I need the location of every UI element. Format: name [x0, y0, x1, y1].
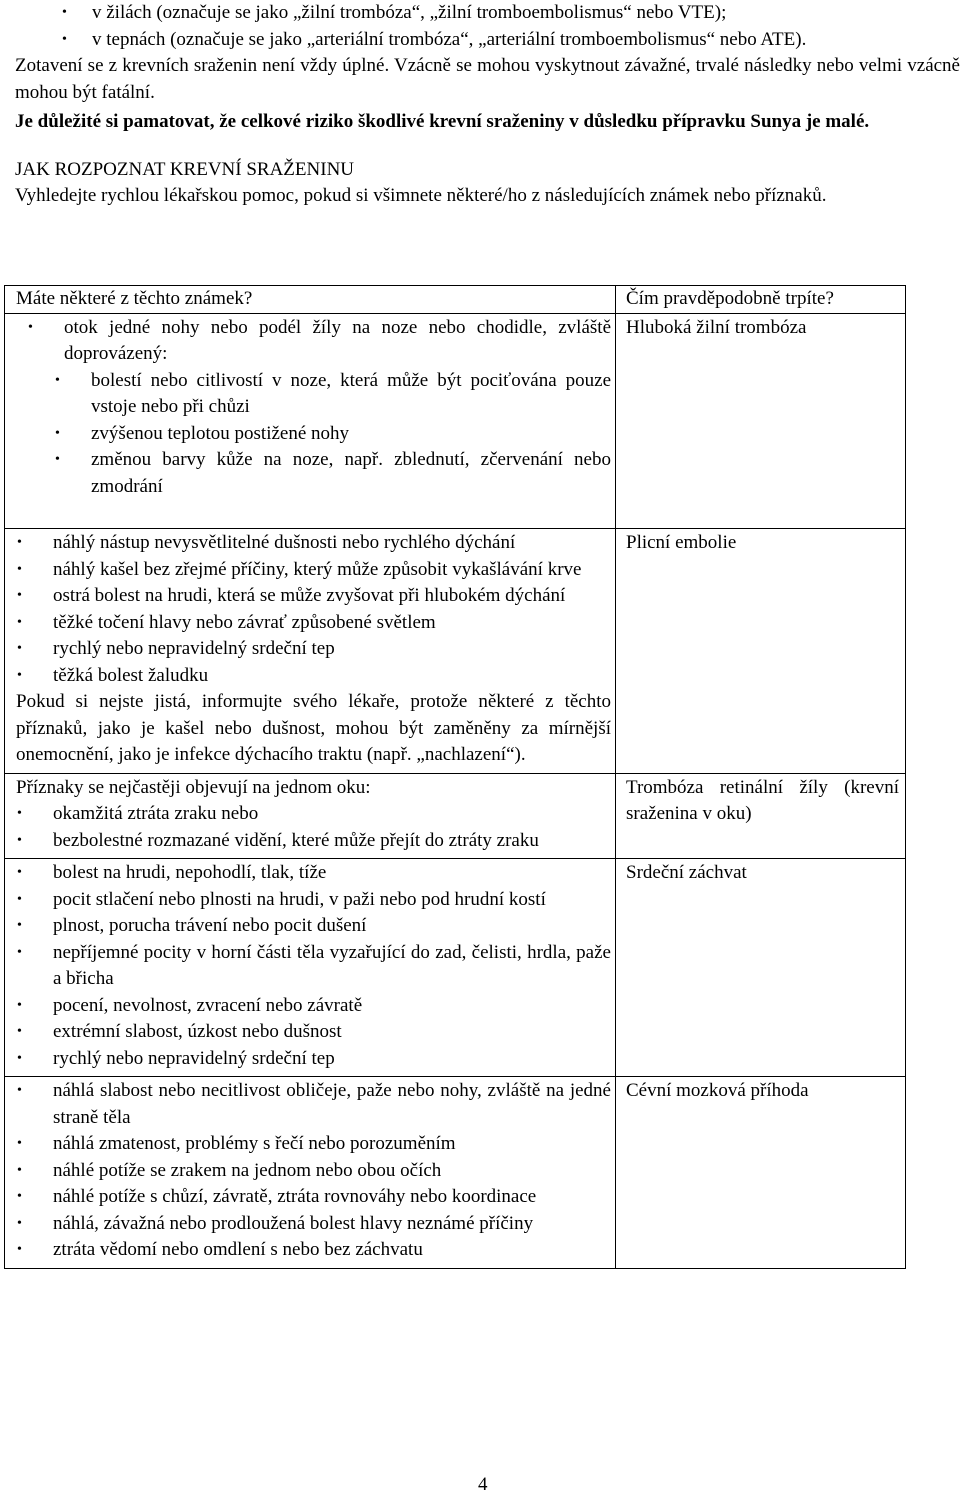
- list-item: • v žilách (označuje se jako „žilní trombóza“, „žilní tromboembolismus“ nebo VTE);: [15, 0, 960, 27]
- list-item: • bolest na hrudi, nepohodlí, tlak, tíže: [16, 860, 611, 887]
- list-item: • rychlý nebo nepravidelný srdeční tep: [16, 636, 611, 663]
- condition-cell: Plicní embolie: [616, 529, 906, 774]
- condition-cell: Hluboká žilní trombóza: [616, 313, 906, 529]
- condition-cell: Srdeční záchvat: [616, 859, 906, 1077]
- header-signs: Máte některé z těchto známek?: [5, 286, 616, 314]
- symptom-list: [16, 860, 611, 1072]
- table-row: [5, 859, 906, 1077]
- list-item: • náhlý nástup nevysvětlitelné dušnosti nebo rychlého dýchání: [16, 530, 611, 557]
- signs-cell: [5, 773, 616, 859]
- list-item: • změnou barvy kůže na noze, např. zblednutí, zčervenání nebo zmodrání: [54, 447, 611, 500]
- condition-cell: Cévní mozková příhoda: [616, 1077, 906, 1269]
- list-item: • náhlá, závažná nebo prodloužená bolest hlavy neznámé příčiny: [16, 1211, 611, 1238]
- list-item: • bezbolestné rozmazané vidění, které může přejít do ztráty zraku: [16, 828, 611, 855]
- list-item: • ztráta vědomí nebo omdlení s nebo bez záchvatu: [16, 1237, 611, 1264]
- sub-symptom-list: [54, 368, 611, 501]
- list-item: • v tepnách (označuje se jako „arteriální trombóza“, „arteriální tromboembolismus“ nebo ATE).: [15, 27, 960, 54]
- table-row: [5, 773, 906, 859]
- condition-cell: Trombóza retinální žíly (krevní sraženina v oku): [616, 773, 906, 859]
- list-item: • těžká bolest žaludku: [16, 663, 611, 690]
- table-header-row: [5, 286, 906, 314]
- list-item: • extrémní slabost, úzkost nebo dušnost: [16, 1019, 611, 1046]
- list-item: • těžké točení hlavy nebo závrať způsobené světlem: [16, 610, 611, 637]
- signs-cell: [5, 859, 616, 1077]
- list-item: • náhlé potíže se zrakem na jednom nebo obou očích: [16, 1158, 611, 1185]
- symptom-list: [16, 530, 611, 689]
- symptom-list: [16, 801, 611, 854]
- symptoms-table: [4, 285, 906, 1269]
- section-heading: JAK ROZPOZNAT KREVNÍ SRAŽENINU: [15, 158, 355, 180]
- table-row: [5, 313, 906, 529]
- list-item: • náhlé potíže s chůzí, závratě, ztráta rovnováhy nebo koordinace: [16, 1184, 611, 1211]
- table-row: [5, 529, 906, 774]
- signs-cell: [5, 529, 616, 774]
- list-item: • náhlý kašel bez zřejmé příčiny, který může způsobit vykašlávání krve: [16, 557, 611, 584]
- list-item: • ostrá bolest na hrudi, která se může zvyšovat při hlubokém dýchání: [16, 583, 611, 610]
- list-item: • náhlá zmatenost, problémy s řečí nebo porozuměním: [16, 1131, 611, 1158]
- signs-cell: [5, 313, 616, 529]
- bold-note: Je důležité si pamatovat, že celkové riziko škodlivé krevní sraženiny v důsledku přípravku Sunya je malé.: [15, 111, 870, 132]
- symptom-list: [16, 315, 611, 368]
- header-condition: Čím pravděpodobně trpíte?: [616, 286, 906, 314]
- intro-paragraph: Zotavení se z krevních sraženin není vždy úplné. Vzácně se mohou vyskytnout závažné, trvalé následky nebo velmi vzácně mohou být fatální.: [15, 55, 960, 103]
- intro-list: [15, 0, 960, 53]
- list-item: • nepříjemné pocity v horní části těla vyzařující do zad, čelisti, hrdla, paže a břicha: [16, 940, 611, 993]
- list-item: • zvýšenou teplotou postižené nohy: [54, 421, 611, 448]
- symptom-list: [16, 1078, 611, 1264]
- list-item: • rychlý nebo nepravidelný srdeční tep: [16, 1046, 611, 1073]
- list-item: • plnost, porucha trávení nebo pocit dušení: [16, 913, 611, 940]
- caution-note: Pokud si nejste jistá, informujte svého lékaře, protože některé z těchto příznaků, jako je kašel nebo dušnost, mohou být zaměněny za mírnější onemocnění, jako je infekce dýchacího traktu (např. „nachlazení“).: [16, 691, 611, 765]
- list-item: • otok jedné nohy nebo podél žíly na noze nebo chodidle, zvláště doprovázený:: [27, 315, 611, 368]
- signs-cell: [5, 1077, 616, 1269]
- list-item: • bolestí nebo citlivostí v noze, která může být pociťována pouze vstoje nebo při chůzi: [54, 368, 611, 421]
- page-number: 4: [478, 1474, 488, 1495]
- list-item: • pocit stlačení nebo plnosti na hrudi, v paži nebo pod hrudní kostí: [16, 887, 611, 914]
- eye-intro: Příznaky se nejčastěji objevují na jednom oku:: [16, 776, 371, 798]
- list-item: • náhlá slabost nebo necitlivost obličeje, paže nebo nohy, zvláště na jedné straně těla: [16, 1078, 611, 1131]
- list-item: • pocení, nevolnost, zvracení nebo závratě: [16, 993, 611, 1020]
- table-row: [5, 1077, 906, 1269]
- list-item: • okamžitá ztráta zraku nebo: [16, 801, 611, 828]
- document-page: [15, 0, 960, 210]
- section-text: Vyhledejte rychlou lékařskou pomoc, pokud si všimnete některé/ho z následujících známek nebo příznaků.: [15, 185, 827, 206]
